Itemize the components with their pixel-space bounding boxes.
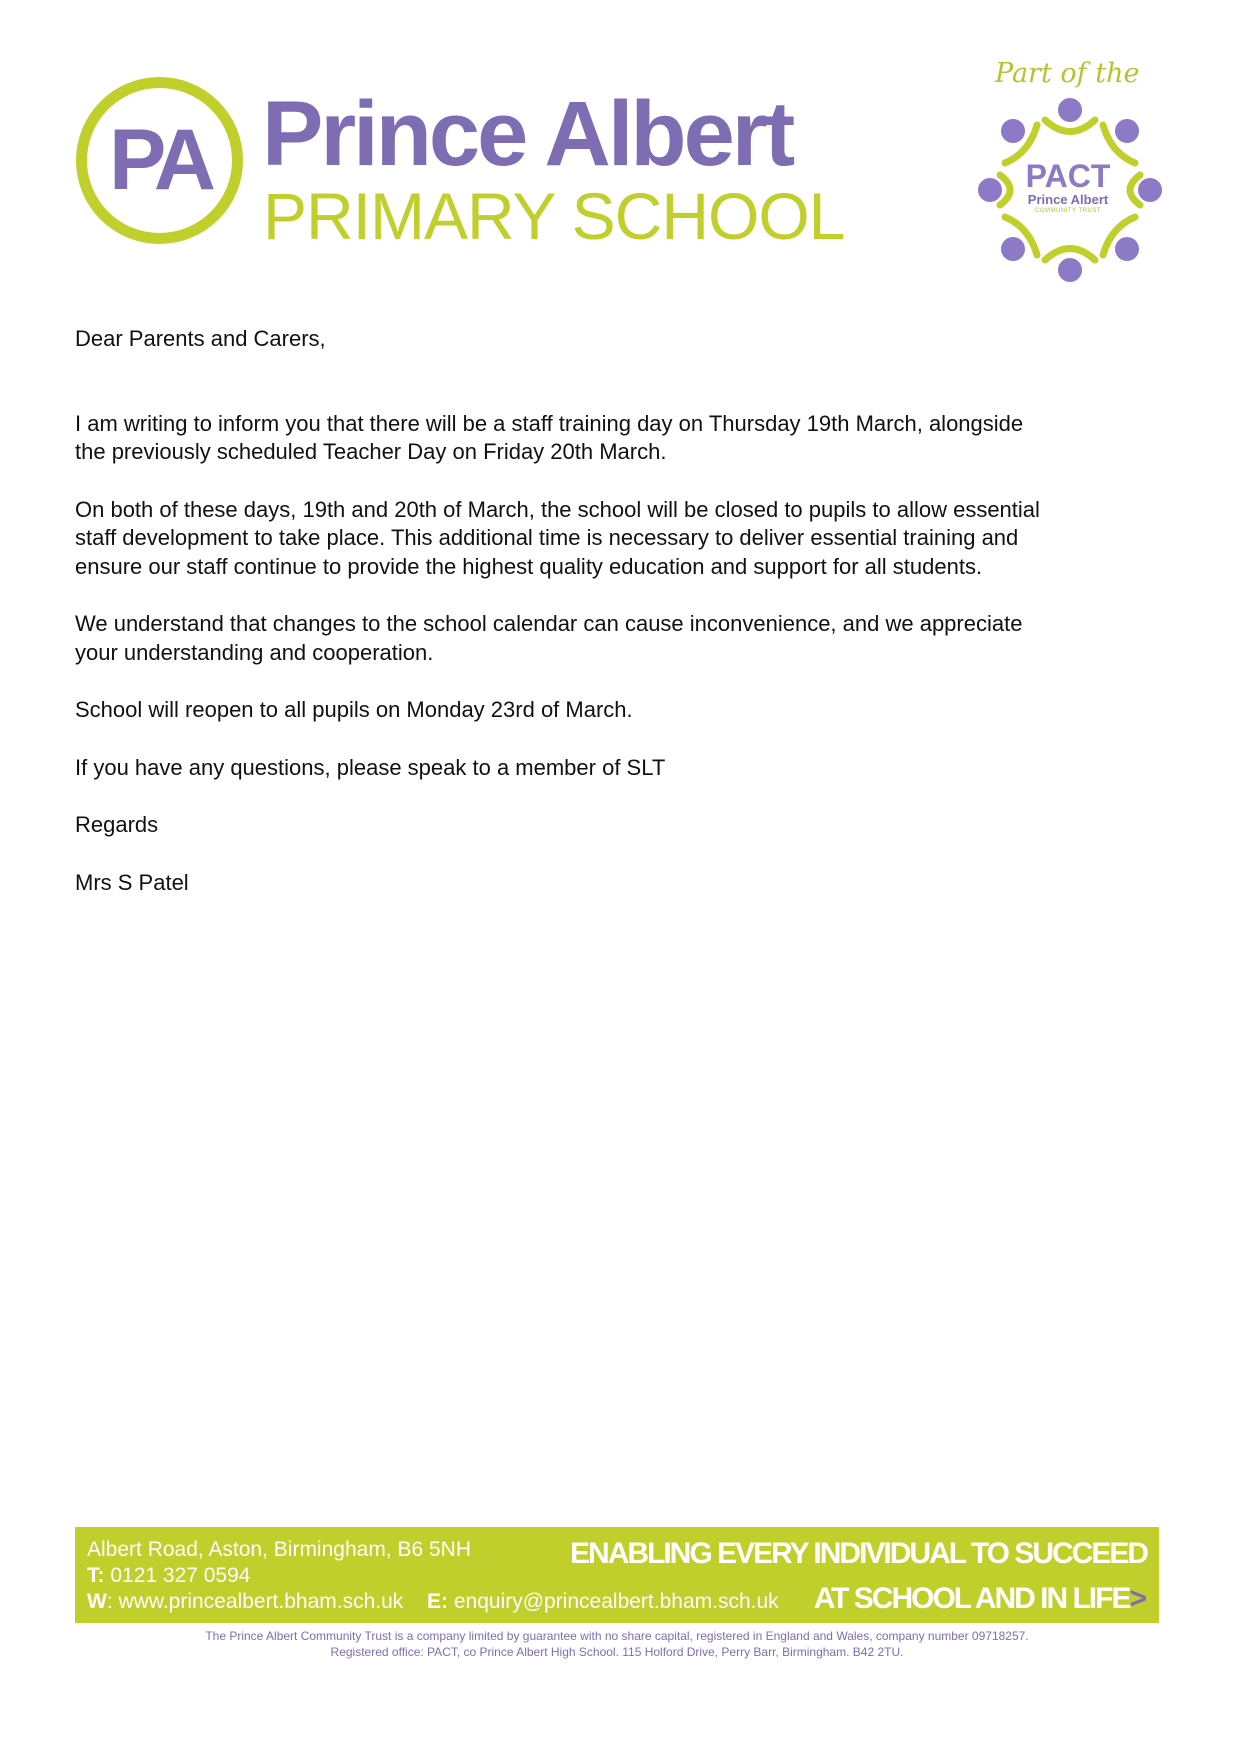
signature: Mrs S Patel: [75, 869, 189, 895]
paragraph-3-line-2: your understanding and cooperation.: [75, 639, 434, 665]
web-label: W: [87, 1590, 107, 1613]
school-subtitle: PRIMARY SCHOOL: [263, 179, 845, 253]
paragraph-2-line-1: On both of these days, 19th and 20th of March, the school will be closed to pupils to allow essential: [75, 496, 1040, 522]
paragraph-4: School will reopen to all pupils on Monday 23rd of March.: [75, 697, 633, 722]
closing: Regards: [75, 812, 159, 837]
footer-address: Albert Road, Aston, Birmingham, B6 5NH: [87, 1538, 472, 1561]
part-of-label: Part of the: [995, 58, 1140, 89]
email-value: enquiry@princealbert.bham.sch.uk: [448, 1590, 779, 1613]
footer-website: [87, 1589, 403, 1615]
footer-telephone: [87, 1563, 250, 1589]
school-name: Prince Albert: [262, 83, 793, 185]
paragraph-2-line-3: ensure our staff continue to provide the highest quality education and support for all students.: [75, 553, 983, 579]
tel-label: T:: [87, 1564, 105, 1587]
letter-body: [75, 325, 1185, 897]
paragraph-1-line-2: the previously scheduled Teacher Day on Friday 20th March.: [75, 439, 667, 464]
email-label: E:: [427, 1590, 448, 1613]
pact-logo-word: PACT: [1025, 158, 1111, 194]
legal-line-1: The Prince Albert Community Trust is a company limited by guarantee with no share capital, registered in England and Wales, company number 09718257.: [205, 1629, 1029, 1643]
paragraph-3-line-1: We understand that changes to the school calendar can cause inconvenience, and we appreciate: [75, 611, 1023, 636]
slogan-line-2: [814, 1582, 1147, 1616]
logo-initials: PA: [108, 112, 211, 208]
paragraph-5: If you have any questions, please speak to a member of SLT: [75, 754, 666, 780]
footer-email: [427, 1589, 779, 1615]
pact-logo-trust: COMMUNITY TRUST: [1035, 208, 1101, 214]
web-value: : www.princealbert.bham.sch.uk: [106, 1590, 404, 1613]
pact-logo-name: Prince Albert: [1027, 192, 1109, 207]
tel-value: 0121 327 0594: [104, 1564, 251, 1587]
slogan-arrow-icon: >: [1129, 1582, 1147, 1615]
paragraph-2-line-2: staff development to take place. This additional time is necessary to deliver essential training and: [75, 525, 1019, 550]
slogan-line-2-text: AT SCHOOL AND IN LIFE: [813, 1582, 1130, 1615]
slogan-line-1: ENABLING EVERY INDIVIDUAL TO SUCCEED: [570, 1537, 1147, 1570]
paragraph-1-line-1: I am writing to inform you that there will be a staff training day on Thursday 19th March, alongside: [75, 410, 1024, 436]
salutation: Dear Parents and Carers,: [75, 326, 326, 351]
legal-line-2: Registered office: PACT, co Prince Albert High School. 115 Holford Drive, Perry Barr, Birmingham. B42 2TU.: [330, 1645, 904, 1659]
